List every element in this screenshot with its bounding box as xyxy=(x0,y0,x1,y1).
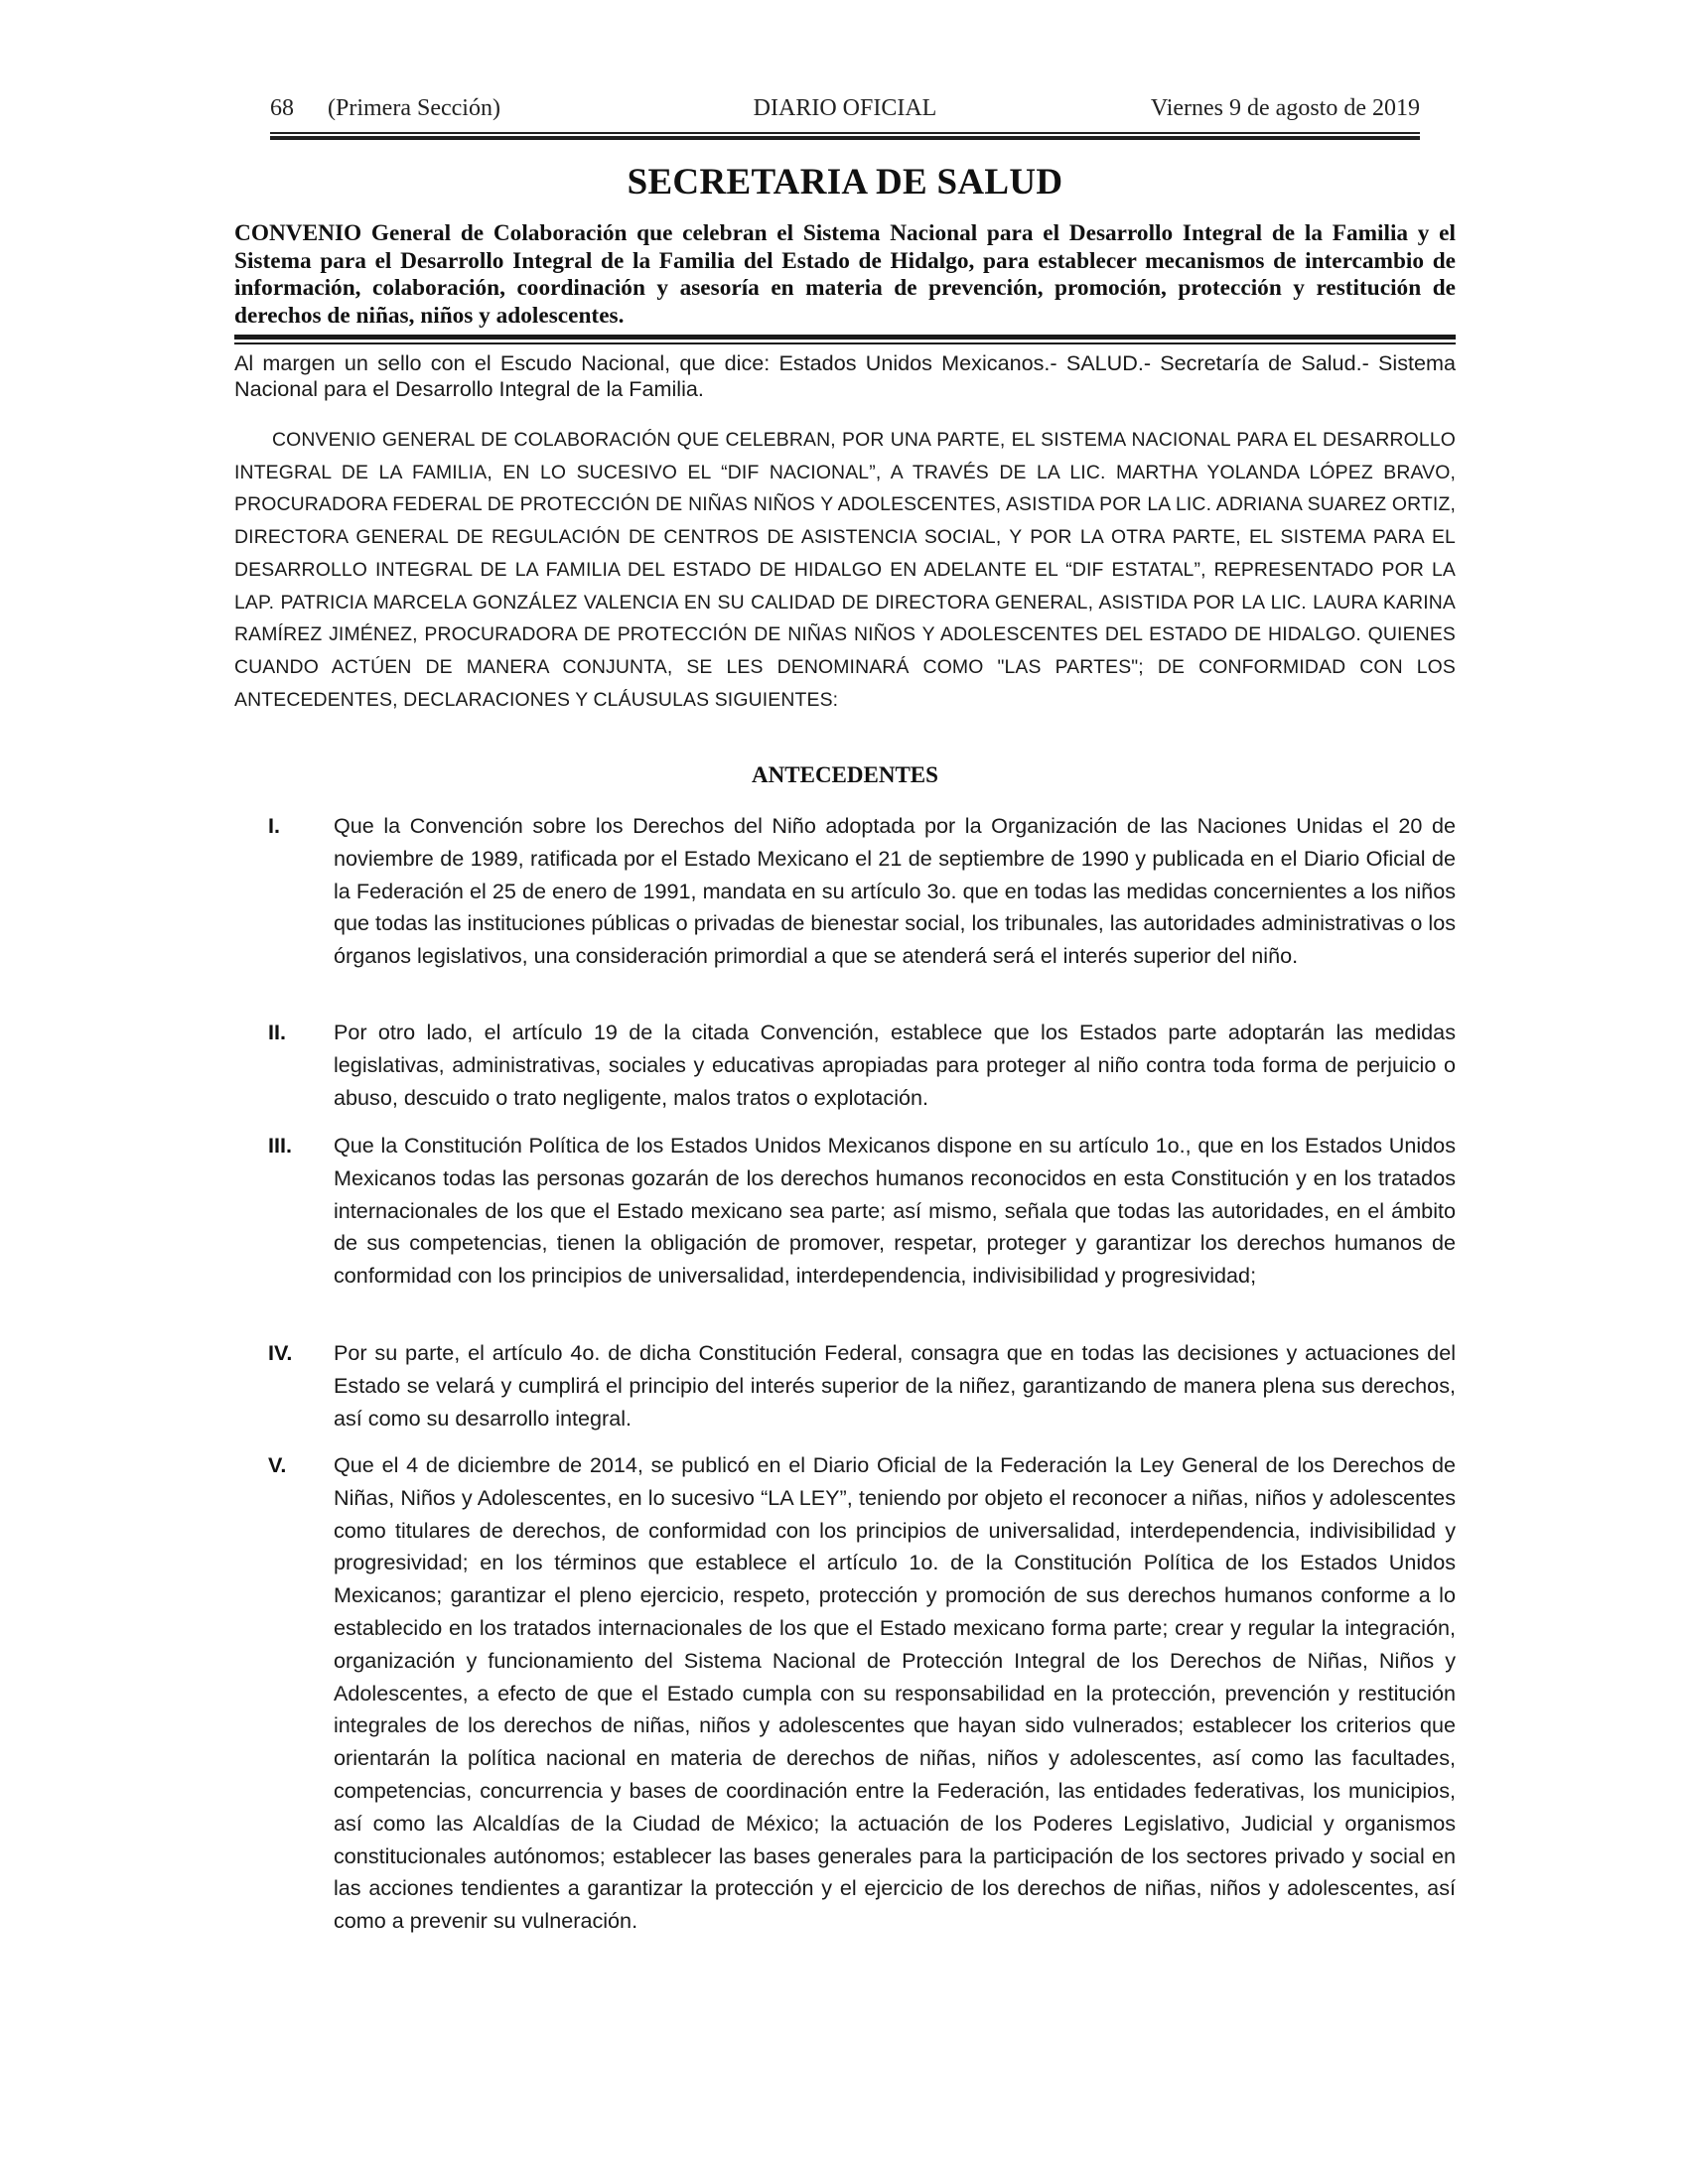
item-number: III. xyxy=(268,1133,292,1158)
preamble-paragraph: CONVENIO GENERAL DE COLABORACIÓN QUE CELEBRAN, POR UNA PARTE, EL SISTEMA NACIONAL PARA EL DESARROLLO INTEGRAL DE LA FAMILIA, EN LO SUCESIVO EL “DIF NACIONAL”, A TRAVÉS DE LA LIC. MARTHA YOLANDA LÓPEZ BRAVO, PROCURADORA FEDERAL DE PROTECCIÓN DE NIÑAS NIÑOS Y ADOLESCENTES, ASISTIDA POR LA LIC. ADRIANA SUAREZ ORTIZ, DIRECTORA GENERAL DE REGULACIÓN DE CENTROS DE ASISTENCIA SOCIAL, Y POR LA OTRA PARTE, EL SISTEMA PARA EL DESARROLLO INTEGRAL DE LA FAMILIA DEL ESTADO DE HIDALGO EN ADELANTE EL “DIF ESTATAL”, REPRESENTADO POR LA LAP. PATRICIA MARCELA GONZÁLEZ VALENCIA EN SU CALIDAD DE DIRECTORA GENERAL, ASISTIDA POR LA LIC. LAURA KARINA RAMÍREZ JIMÉNEZ, PROCURADORA DE PROTECCIÓN DE NIÑAS NIÑOS Y ADOLESCENTES DEL ESTADO DE HIDALGO. QUIENES CUANDO ACTÚEN DE MANERA CONJUNTA, SE LES DENOMINARÁ COMO "LAS PARTES"; DE CONFORMIDAD CON LOS ANTECEDENTES, DECLARACIONES Y CLÁUSULAS SIGUIENTES: xyxy=(234,429,1456,711)
section-label: (Primera Sección) xyxy=(328,95,500,121)
item-number: II. xyxy=(268,1020,286,1044)
running-header xyxy=(270,95,1420,129)
item-number: IV. xyxy=(268,1340,293,1365)
antecedentes-heading: ANTECEDENTES xyxy=(752,762,938,787)
page-number: 68 xyxy=(270,95,294,121)
header-rule-thick xyxy=(270,136,1420,140)
item-number: V. xyxy=(268,1452,287,1477)
summary-rule-thin xyxy=(234,342,1456,344)
item-text: Que la Convención sobre los Derechos del Niño adoptada por la Organización de las Naciones Unidas el 20 de noviembre de 1989, ratificada por el Estado Mexicano el 21 de septiembre de 1990 y publicada en el Diario Oficial de la Federación el 25 de enero de 1991, mandata en su artículo 3o. que en todas las medidas concernientes a los niños que todas las instituciones públicas o privadas de bienestar social, los tribunales, las autoridades administrativas o los órganos legislativos, una consideración primordial a que se atenderá será el interés superior del niño. xyxy=(334,813,1456,969)
document-summary: CONVENIO General de Colaboración que celebran el Sistema Nacional para el Desarrollo Integral de la Familia y el Sistema para el Desarrollo Integral de la Familia del Estado de Hidalgo, para establecer mecanismos de intercambio de información, colaboración, coordinación y asesoría en materia de prevención, promoción, protección y restitución de derechos de niñas, niños y adolescentes. xyxy=(234,220,1456,329)
margin-note: Al margen un sello con el Escudo Nacional, que dice: Estados Unidos Mexicanos.- SALUD.- Secretaría de Salud.- Sistema Nacional para el Desarrollo Integral de la Familia. xyxy=(234,350,1456,401)
item-number: I. xyxy=(268,813,280,838)
item-text: Por otro lado, el artículo 19 de la citada Convención, establece que los Estados parte adoptarán las medidas legislativas, administrativas, sociales y educativas apropiadas para proteger al niño contra toda forma de perjuicio o abuso, descuido o trato negligente, malos tratos o explotación. xyxy=(334,1020,1456,1110)
item-text: Que la Constitución Política de los Estados Unidos Mexicanos dispone en su artículo 1o., que en los Estados Unidos Mexicanos todas las personas gozarán de los derechos humanos reconocidos en esta Constitución y en los tratados internacionales de los que el Estado mexicano sea parte; así mismo, señala que todas las autoridades, en el ámbito de sus competencias, tienen la obligación de promover, respetar, proteger y garantizar los derechos humanos de conformidad con los principios de universalidad, interdependencia, indivisibilidad y progresividad; xyxy=(334,1133,1456,1289)
journal-name: DIARIO OFICIAL xyxy=(753,95,937,121)
publication-date: Viernes 9 de agosto de 2019 xyxy=(1150,95,1420,121)
item-text: Que el 4 de diciembre de 2014, se publicó en el Diario Oficial de la Federación la Ley General de los Derechos de Niñas, Niños y Adolescentes, en lo sucesivo “LA LEY”, teniendo por objeto el reconocer a niñas, niños y adolescentes como titulares de derechos, de conformidad con los principios de universalidad, interdependencia, indivisibilidad y progresividad; en los términos que establece el artículo 1o. de la Constitución Política de los Estados Unidos Mexicanos; garantizar el pleno ejercicio, respeto, protección y promoción de sus derechos humanos conforme a lo establecido en los tratados internacionales de los que el Estado mexicano forma parte; crear y regular la integración, organización y funcionamiento del Sistema Nacional de Protección Integral de los Derechos de Niñas, Niños y Adolescentes, a efecto de que el Estado cumpla con su responsabilidad en la protección, prevención y restitución integrales de los derechos de niñas, niños y adolescentes que hayan sido vulnerados; establecer los criterios que orientarán la política nacional en materia de derechos de niñas, niños y adolescentes, así como las facultades, competencias, concurrencia y bases de coordinación entre la Federación, las entidades federativas, los municipios, así como las Alcaldías de la Ciudad de México; la actuación de los Poderes Legislativo, Judicial y organismos constitucionales autónomos; establecer las bases generales para la participación de los sectores privado y social en las acciones tendientes a garantizar la protección y el ejercicio de los derechos de niñas, niños y adolescentes, así como a prevenir su vulneración. xyxy=(334,1452,1456,1934)
item-text: Por su parte, el artículo 4o. de dicha Constitución Federal, consagra que en todas las decisiones y actuaciones del Estado se velará y cumplirá el principio del interés superior de la niñez, garantizando de manera plena sus derechos, así como su desarrollo integral. xyxy=(334,1340,1456,1431)
page-title: SECRETARIA DE SALUD xyxy=(627,162,1063,203)
header-rule xyxy=(270,132,1420,134)
summary-rule-thick xyxy=(234,335,1456,340)
